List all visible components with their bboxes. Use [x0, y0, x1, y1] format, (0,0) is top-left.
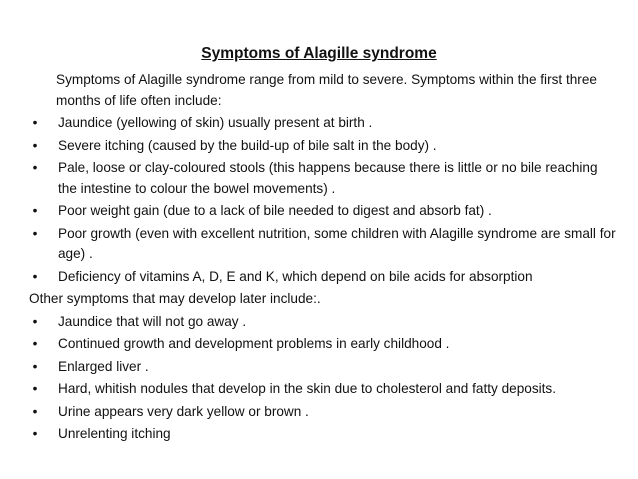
bullet-icon: •	[32, 381, 38, 396]
list-item-text: Poor weight gain (due to a lack of bile needed to digest and absorb fat) .	[58, 203, 492, 218]
list-item	[32, 113, 620, 134]
slide-title: Symptoms of Alagille syndrome	[201, 45, 437, 62]
list-item-text: Continued growth and development problems in early childhood .	[58, 336, 450, 351]
list-item	[32, 379, 620, 400]
list-item-text: Enlarged liver .	[58, 358, 149, 374]
list-item	[32, 136, 620, 157]
list-item	[32, 357, 620, 378]
list-item-text: Hard, whitish nodules that develop in the skin due to cholesterol and fatty deposits.	[58, 381, 556, 396]
list-item-text: Unrelenting itching	[58, 426, 171, 441]
bullet-icon: •	[32, 336, 38, 351]
bullet-icon: •	[32, 137, 38, 153]
list-item-text: Deficiency of vitamins A, D, E and K, which depend on bile acids for absorption	[58, 268, 533, 284]
list-item	[32, 158, 620, 199]
bullet-icon: •	[32, 426, 38, 441]
bullet-icon: •	[32, 313, 38, 329]
bullet-icon: •	[32, 203, 38, 218]
bullet-icon: •	[32, 268, 38, 284]
early-symptoms-list	[32, 113, 620, 287]
list-item-text: Pale, loose or clay-coloured stools (this happens because there is little or no bile reaching the intestine to colour the bowel movements) .	[58, 160, 598, 196]
later-symptoms-list	[32, 312, 620, 445]
list-item	[32, 424, 620, 445]
list-item	[32, 402, 620, 423]
intro-paragraph: Symptoms of Alagille syndrome range from mild to severe. Symptoms within the first three months of life often include:	[56, 72, 597, 108]
list-item-text: Poor growth (even with excellent nutrition, some children with Alagille syndrome are small for age) .	[58, 225, 616, 261]
list-item	[32, 267, 620, 288]
list-item-text: Severe itching (caused by the build-up of bile salt in the body) .	[58, 137, 437, 153]
list-item	[32, 312, 620, 333]
list-item-text: Jaundice that will not go away .	[58, 313, 247, 329]
bullet-icon: •	[32, 225, 38, 241]
bullet-icon: •	[32, 160, 38, 175]
list-item-text: Jaundice (yellowing of skin) usually present at birth .	[58, 115, 373, 130]
list-item	[32, 224, 620, 265]
list-item-text: Urine appears very dark yellow or brown .	[58, 403, 309, 419]
bullet-icon: •	[32, 358, 38, 374]
bullet-icon: •	[32, 115, 38, 130]
bullet-icon: •	[32, 403, 38, 419]
slide-content	[29, 70, 620, 447]
list-item	[32, 201, 620, 222]
list-item	[32, 334, 620, 355]
later-symptoms-heading: Other symptoms that may develop later include:.	[29, 291, 321, 306]
